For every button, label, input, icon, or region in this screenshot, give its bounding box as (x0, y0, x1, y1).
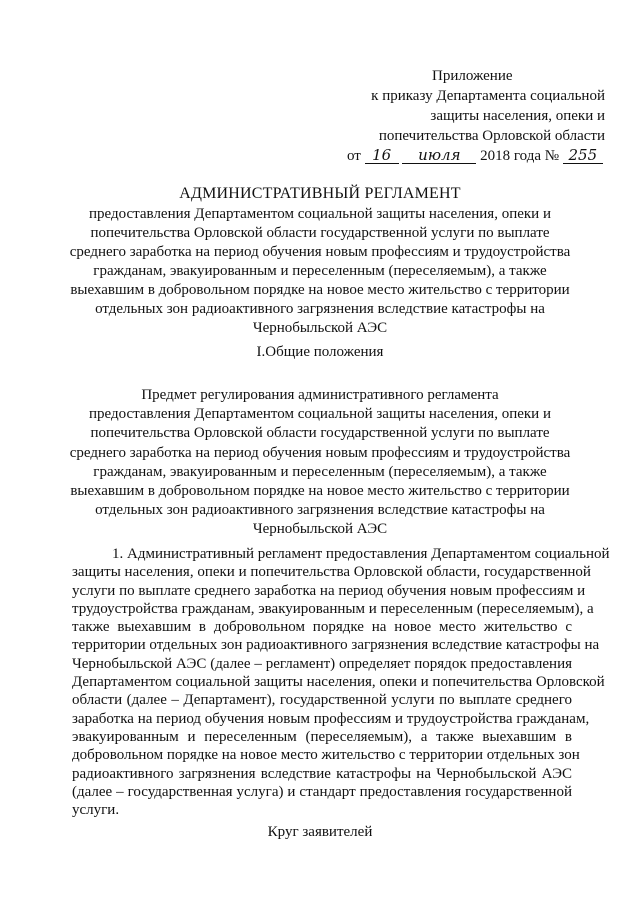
date-prefix: от (347, 148, 361, 164)
subject-line: попечительства Орловской области государственной услуги по выплате (90, 425, 550, 442)
paragraph-line: Департаментом социальной защиты населения, опеки и попечительства Орловской (72, 674, 605, 691)
subject-line: Чернобыльской АЭС (252, 521, 388, 538)
document-subtitle (60, 205, 580, 338)
subject-line: предоставления Департаментом социальной защиты населения, опеки и (89, 406, 551, 423)
subject-line: отдельных зон радиоактивного загрязнения вследствие катастрофы на (95, 502, 545, 519)
subtitle-line: попечительства Орловской области государственной услуги по выплате (90, 225, 550, 241)
subject-line: гражданам, эвакуированным и переселенным (переселяемым), а также (93, 463, 547, 480)
number-prefix: № (544, 148, 560, 164)
paragraph-line: также выехавшим в добровольном порядке на новое место жительство с (72, 619, 572, 636)
subtitle-line: предоставления Департаментом социальной защиты населения, опеки и (89, 206, 551, 222)
paragraph-line: 1. Административный регламент предоставления Департаментом социальной (112, 546, 610, 562)
subject-line: среднего заработка на период обучения новым профессиям и трудоустройства (69, 444, 571, 461)
handwritten-order-number: 255 (563, 147, 603, 164)
subtitle-line: гражданам, эвакуированным и переселенным (переселяемым), а также (93, 263, 547, 279)
paragraph-line: услуги по выплате среднего заработка на период обучения новым профессиям и (72, 582, 586, 599)
subject-line: выехавшим в добровольном порядке на новое место жительство с территории (70, 483, 570, 500)
paragraph-line: области (далее – Департамент), государственной услуги по выплате среднего (72, 692, 572, 709)
paragraph-line: услуги. (72, 802, 120, 819)
order-date-line (335, 146, 605, 166)
subtitle-line: Чернобыльской АЭС (252, 320, 388, 336)
paragraph-line: заработка на период обучения новым профессиям и трудоустройства гражданам, (72, 710, 590, 727)
paragraph-line: территории отдельных зон радиоактивного загрязнения вследствие катастрофы на (72, 637, 600, 654)
paragraph-1 (72, 545, 610, 819)
subtitle-line: выехавшим в добровольном порядке на новое место жительство с территории (70, 282, 570, 298)
subject-line: Предмет регулирования административного регламента (141, 387, 499, 403)
applicants-heading: Круг заявителей (267, 824, 373, 840)
appendix-title: Приложение (432, 68, 513, 84)
handwritten-day: 16 (365, 147, 399, 164)
paragraph-line: (далее – государственная услуга) и стандарт предоставления государственной (72, 783, 572, 800)
appendix-line: к приказу Департамента социальной (371, 88, 605, 104)
appendix-block (335, 66, 605, 166)
paragraph-line: добровольном порядке на новое место жительство с территории отдельных зон (72, 747, 580, 764)
handwritten-month: июля (402, 147, 476, 164)
subject-heading (60, 386, 580, 540)
appendix-line: попечительства Орловской области (378, 128, 605, 144)
paragraph-line: защиты населения, опеки и попечительства Орловской области, государственной (72, 564, 591, 581)
paragraph-line: трудоустройства гражданам, эвакуированным и переселенным (переселяемым), а (72, 600, 594, 617)
section-heading: I.Общие положения (256, 344, 384, 360)
date-year: 2018 года (480, 148, 541, 164)
subtitle-line: среднего заработка на период обучения новым профессиям и трудоустройства (69, 244, 571, 260)
paragraph-line: эвакуированным и переселенным (переселяемым), а также выехавшим в (72, 728, 572, 745)
paragraph-line: радиоактивного загрязнения вследствие катастрофы на Чернобыльской АЭС (72, 765, 572, 782)
paragraph-line: Чернобыльской АЭС (далее – регламент) определяет порядок предоставления (72, 655, 572, 672)
appendix-line: защиты населения, опеки и (430, 108, 605, 124)
document-title: АДМИНИСТРАТИВНЫЙ РЕГЛАМЕНТ (179, 185, 461, 202)
subtitle-line: отдельных зон радиоактивного загрязнения вследствие катастрофы на (95, 301, 545, 317)
